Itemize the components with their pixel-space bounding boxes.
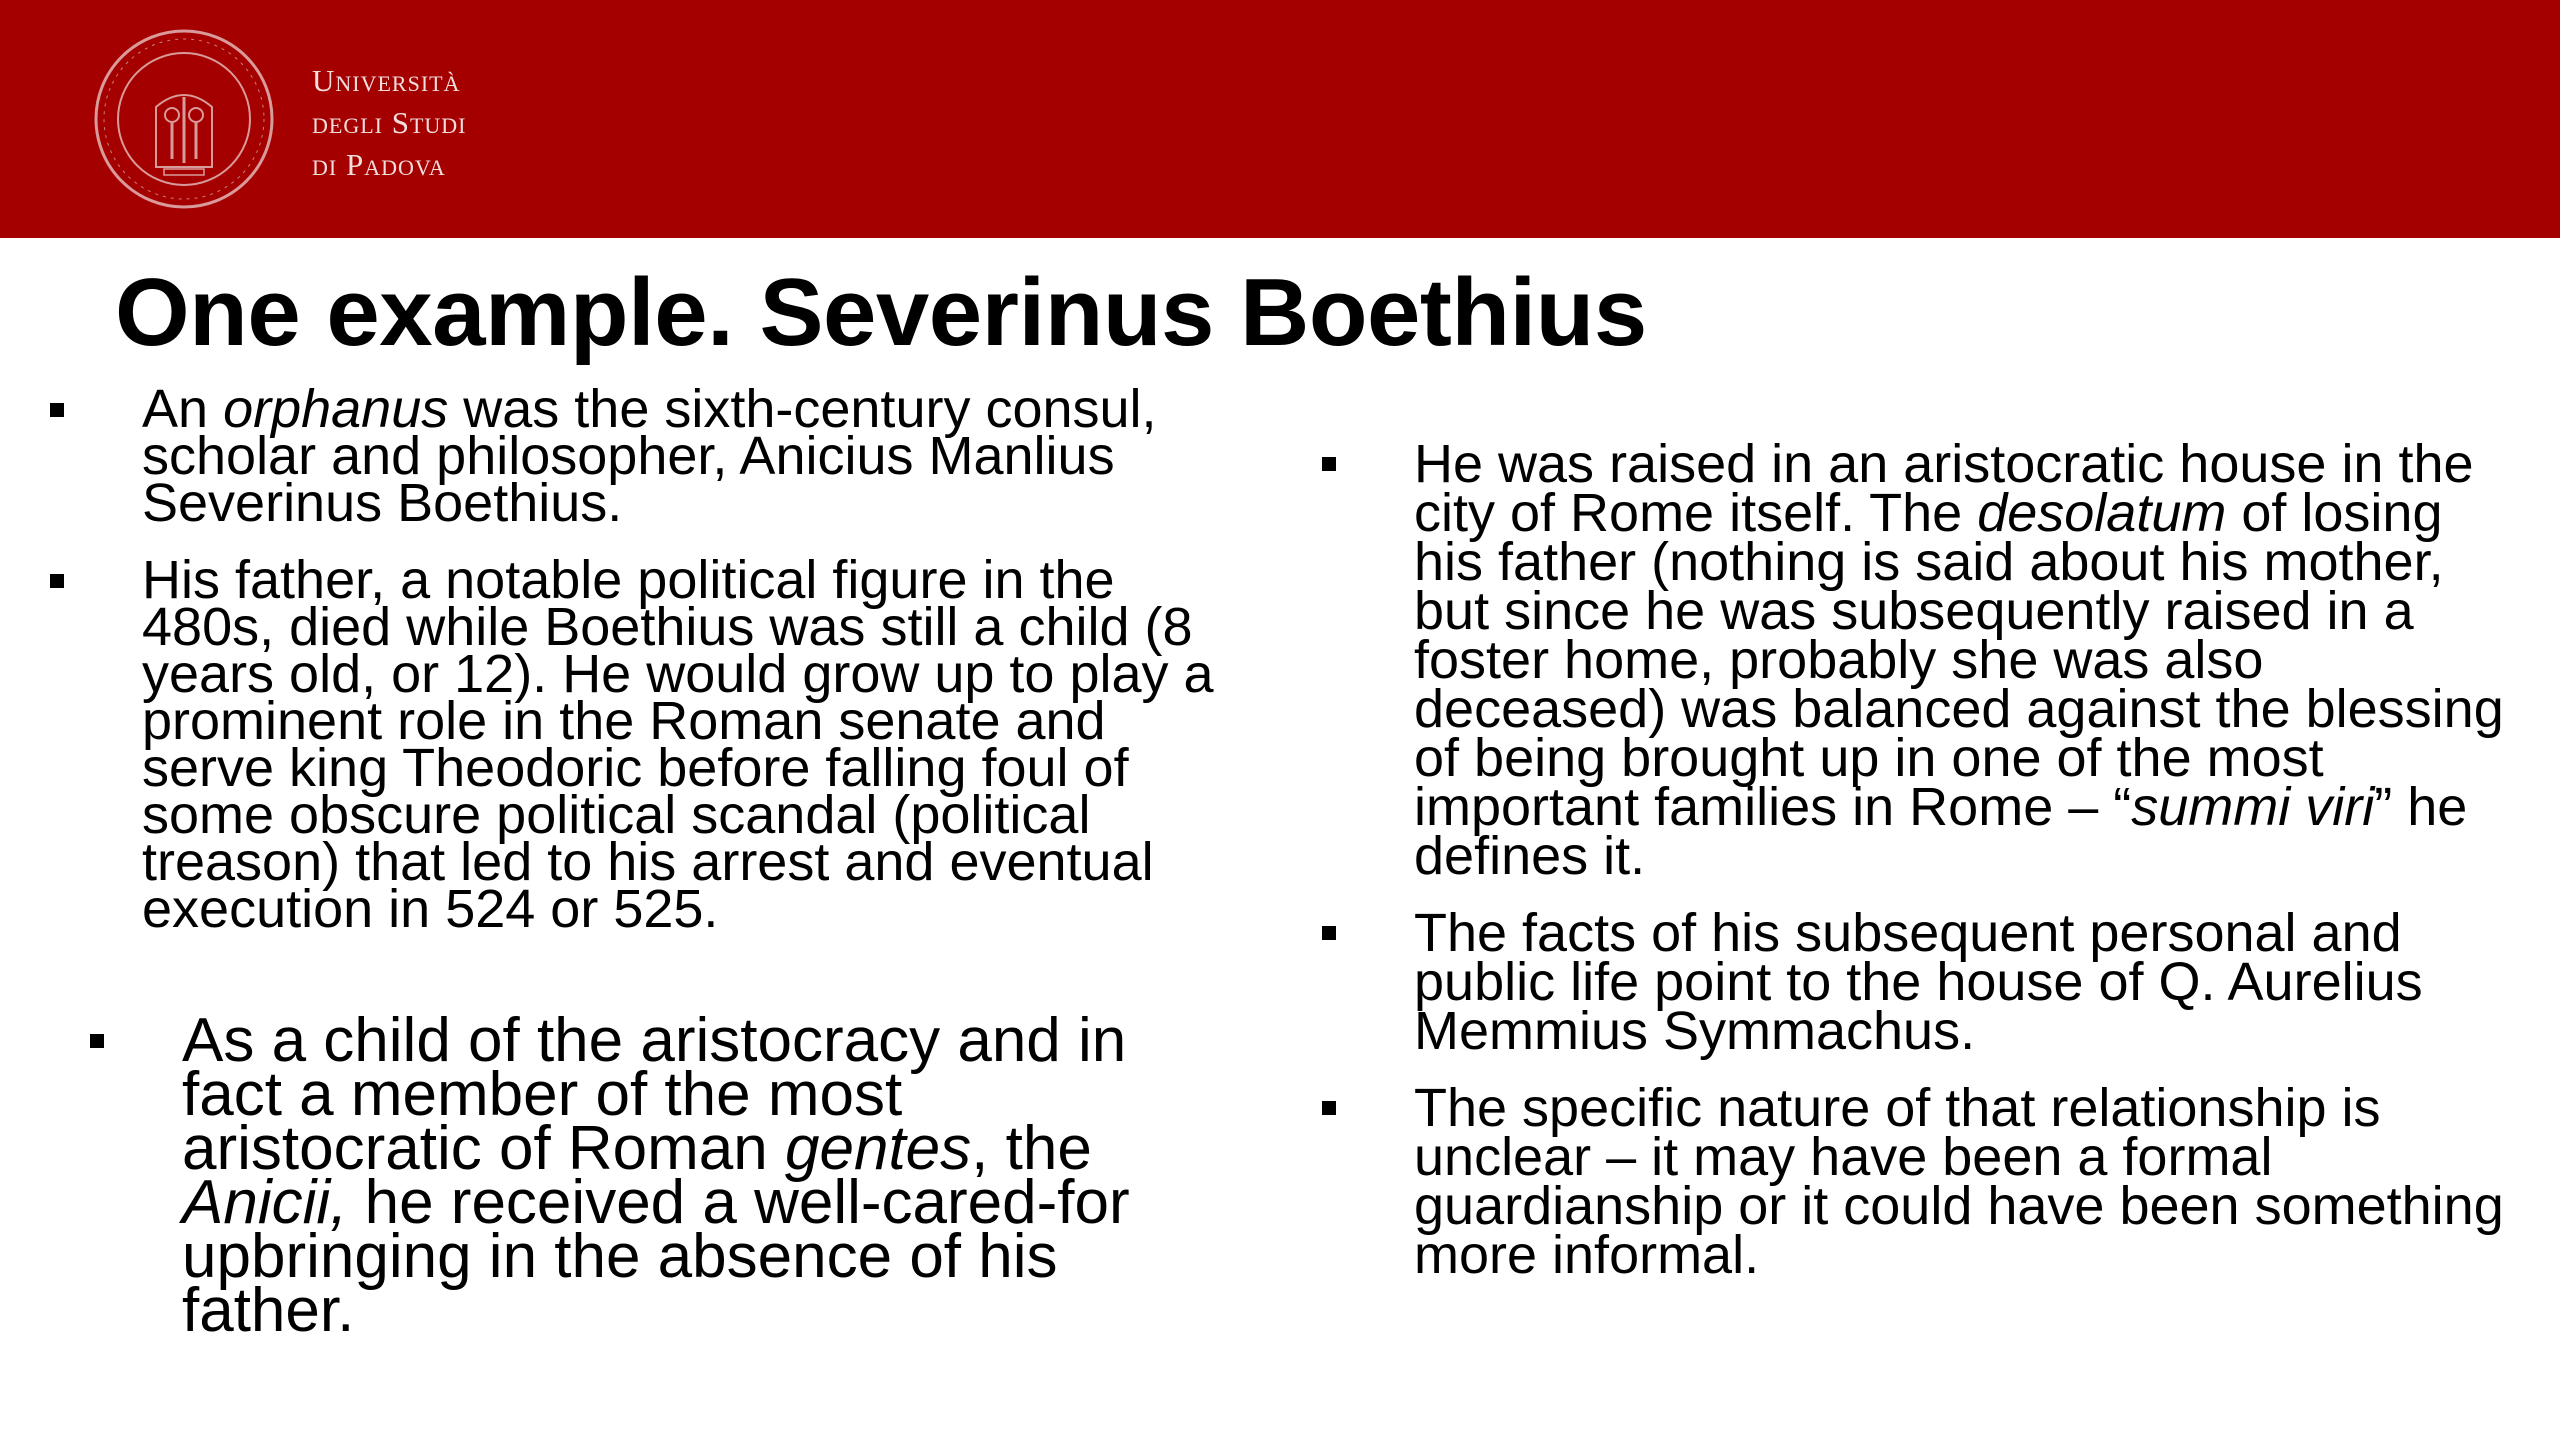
square-bullet-icon (1322, 926, 1336, 940)
square-bullet-icon (50, 574, 64, 588)
bullet-text: He was raised in an aristocratic house in the city of Rome itself. The desolatum of losing his father (nothing is said about his mother, but since he was subsequently raised in a foster home, probably she was also deceased) was balanced against the blessing of being brought up in one of the most important families in Rome – “summi viri” he defines it. (1414, 434, 2504, 886)
bullet-text: His father, a notable political figure in the 480s, died while Boethius was still a child (8 years old, or 12). He would grow up to play a prominent role in the Roman senate and serve king Theodoric before falling foul of some obscure political scandal (political treason) that led to his arrest and eventual execution in 524 or 525. (142, 550, 1214, 939)
square-bullet-icon (1322, 1101, 1336, 1115)
header-bar (0, 0, 2560, 238)
bullet-item (1322, 1078, 2522, 1285)
square-bullet-icon (50, 403, 64, 417)
bullet-item (1322, 903, 2522, 1061)
right-bullet-list (1322, 434, 2522, 1308)
university-name (312, 60, 467, 186)
slide-title: One example. Severinus Boethius (115, 259, 1647, 366)
university-seal-icon (92, 27, 276, 211)
square-bullet-icon (1322, 457, 1336, 471)
university-name-line: di Padova (312, 147, 446, 182)
left-large-bullet-list (90, 1006, 1190, 1345)
bullet-text: The specific nature of that relationship is unclear – it may have been a formal guardianship or it could have been something more informal. (1414, 1078, 2504, 1285)
bullet-item (50, 550, 1250, 939)
left-bullet-list (50, 379, 1250, 963)
bullet-text: An orphanus was the sixth-century consul, scholar and philosopher, Anicius Manlius Severinus Boethius. (142, 379, 1157, 533)
bullet-text: The facts of his subsequent personal and public life point to the house of Q. Aurelius Memmius Symmachus. (1414, 903, 2423, 1061)
university-name-line: degli Studi (312, 105, 467, 140)
bullet-item (1322, 434, 2522, 886)
university-name-line: Università (312, 63, 461, 98)
bullet-item (50, 379, 1250, 533)
bullet-item (90, 1006, 1190, 1345)
bullet-text: As a child of the aristocracy and in fact a member of the most aristocratic of Roman gentes, the Anicii, he received a well-cared-for upbringing in the absence of his father. (182, 1006, 1130, 1345)
square-bullet-icon (90, 1034, 104, 1048)
